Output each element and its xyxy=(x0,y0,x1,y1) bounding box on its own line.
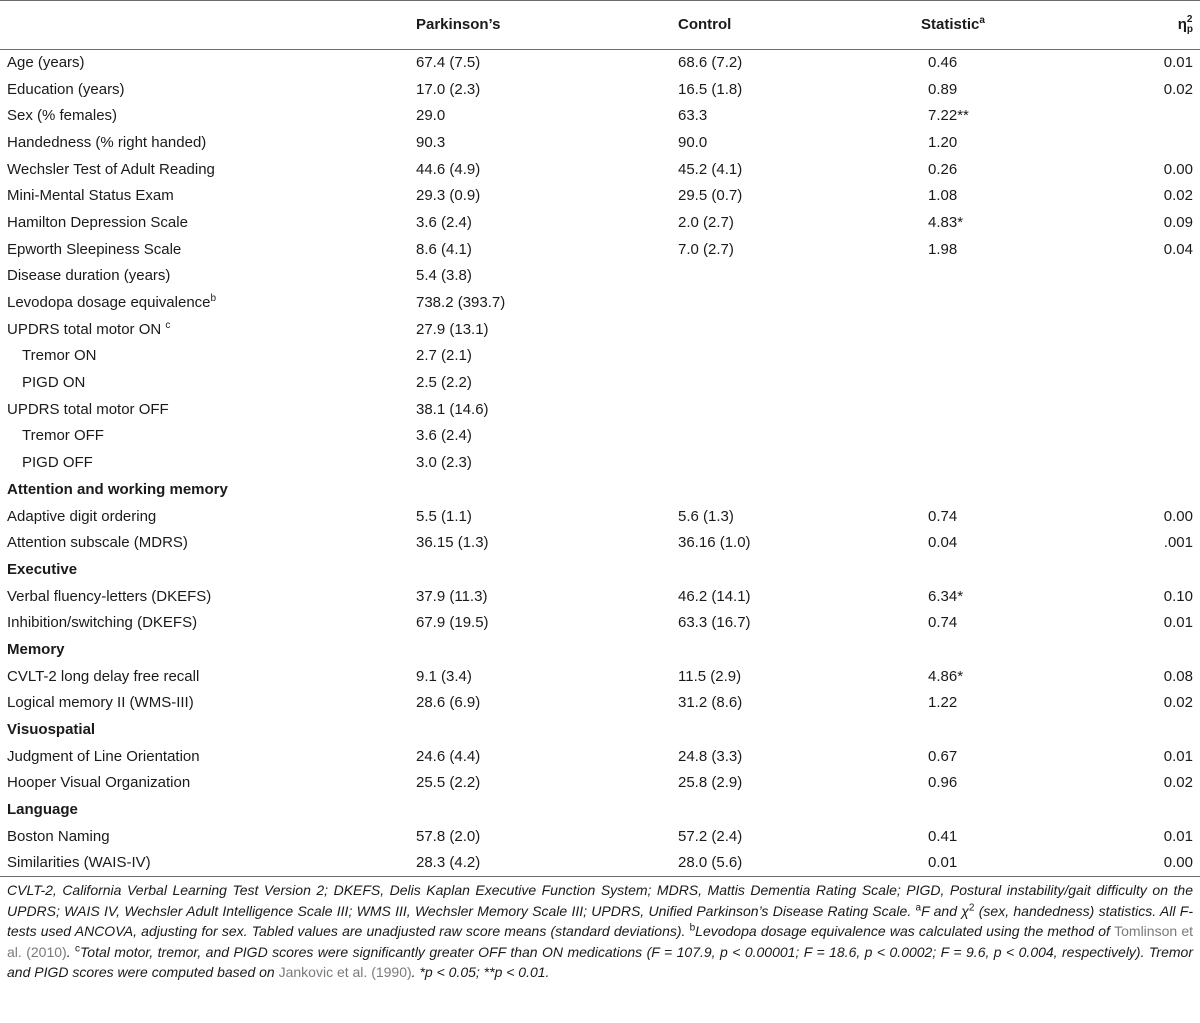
control-cell: 63.3 xyxy=(678,107,708,125)
statistic-cell xyxy=(901,396,1131,423)
row-label-text: CVLT-2 long delay free recall xyxy=(7,667,200,685)
table-row xyxy=(0,743,1200,770)
statistic-cell: 1.08 xyxy=(928,187,958,205)
footnote-sup-c: c xyxy=(75,943,81,955)
parkinsons-cell: 2.7 (2.1) xyxy=(416,347,472,365)
parkinsons-cell: 67.4 (7.5) xyxy=(416,54,481,72)
table-row xyxy=(0,210,1200,237)
table-row xyxy=(0,236,1200,263)
eta-cell: 0.01 xyxy=(1163,827,1193,845)
row-label-text: Epworth Sleepiness Scale xyxy=(7,240,182,258)
row-label xyxy=(0,530,396,557)
row-label xyxy=(0,663,396,690)
parkinsons-cell: 8.6 (4.1) xyxy=(416,240,472,258)
parkinsons-cell: 2.5 (2.2) xyxy=(416,374,472,392)
table-row xyxy=(0,610,1200,637)
control-cell: 11.5 (2.9) xyxy=(678,667,742,685)
table-row xyxy=(0,770,1200,797)
eta-cell: 0.02 xyxy=(1163,774,1193,792)
row-label xyxy=(0,823,396,850)
control-cell xyxy=(658,343,901,370)
table-row xyxy=(0,823,1200,850)
section-header-row xyxy=(0,557,1200,584)
eta-cell xyxy=(1131,370,1200,397)
row-label-text: Logical memory II (WMS-III) xyxy=(7,694,194,712)
row-label xyxy=(0,396,396,423)
footnote-sup-b: b xyxy=(689,922,696,934)
eta-cell: 0.10 xyxy=(1163,587,1193,605)
row-label xyxy=(0,236,396,263)
statistic-cell: 6.34* xyxy=(928,587,964,605)
eta-cell: 0.09 xyxy=(1163,213,1193,231)
table-row xyxy=(0,290,1200,317)
control-cell: 29.5 (0.7) xyxy=(678,187,743,205)
row-label-text: Tremor OFF xyxy=(22,427,104,445)
control-cell: 46.2 (14.1) xyxy=(678,587,751,605)
parkinsons-cell: 738.2 (393.7) xyxy=(416,294,506,312)
parkinsons-cell: 37.9 (11.3) xyxy=(416,587,488,605)
section-label: Language xyxy=(7,801,78,819)
footnote-text-4: Levodopa dosage equivalence was calculated using the method of xyxy=(695,923,1115,940)
statistic-cell: 7.22** xyxy=(928,107,969,125)
statistic-cell: 4.86* xyxy=(928,667,964,685)
row-label xyxy=(0,450,396,477)
control-cell xyxy=(658,423,901,450)
eta-cell xyxy=(1131,263,1200,290)
statistic-cell: 1.22 xyxy=(928,694,958,712)
row-label xyxy=(0,183,396,210)
row-label-text: Mini-Mental Status Exam xyxy=(7,187,174,205)
parkinsons-cell: 67.9 (19.5) xyxy=(416,614,489,632)
table-row xyxy=(0,503,1200,530)
table-row xyxy=(0,156,1200,183)
parkinsons-cell: 36.15 (1.3) xyxy=(416,534,489,552)
table-row xyxy=(0,530,1200,557)
section-header-row xyxy=(0,717,1200,744)
eta-cell: 0.02 xyxy=(1163,187,1193,205)
eta-cell: 0.00 xyxy=(1163,507,1193,525)
section-label: Executive xyxy=(7,560,78,578)
row-label-text: Similarities (WAIS-IV) xyxy=(7,854,151,872)
header-eta-sup: 2 xyxy=(1186,14,1193,25)
statistic-cell: 0.67 xyxy=(928,747,958,765)
footnote-text-3: (sex, handedness) statistics. All F-tests used ANCOVA, adjusting for sex. Tabled values are unadjusted raw score means (standard deviations). xyxy=(7,902,1193,940)
row-label xyxy=(0,130,396,157)
row-label-footnote-mark: b xyxy=(210,293,217,305)
parkinsons-cell: 38.1 (14.6) xyxy=(416,400,489,418)
statistic-cell: 0.26 xyxy=(928,160,958,178)
table-row xyxy=(0,263,1200,290)
row-label-text: UPDRS total motor ON xyxy=(7,320,166,338)
row-label xyxy=(0,290,396,317)
row-label-text: UPDRS total motor OFF xyxy=(7,400,169,418)
table-row xyxy=(0,663,1200,690)
statistic-cell xyxy=(901,423,1131,450)
control-cell: 68.6 (7.2) xyxy=(678,54,743,72)
row-label xyxy=(0,210,396,237)
footnote-text-1: CVLT-2, California Verbal Learning Test Version 2; DKEFS, Delis Kaplan Executive Function System; MDRS, Mattis Dementia Rating Scale; PIGD, Postural instability/gait difficulty on the UPDRS; WAIS IV, Wechsler Adult Intelligence Scale III; WMS III, Wechsler Memory Scale III; UPDRS, Unified Parkinson’s Disease Rating Scale. xyxy=(7,882,1193,919)
table-row xyxy=(0,130,1200,157)
table-row xyxy=(0,50,1200,77)
parkinsons-cell: 29.0 xyxy=(416,107,446,125)
footnote-text-2: F and χ xyxy=(921,902,969,919)
statistic-cell: 0.01 xyxy=(901,850,1131,877)
header-control: Control xyxy=(658,1,901,50)
statistic-cell: 0.96 xyxy=(928,774,958,792)
parkinsons-cell: 5.4 (3.8) xyxy=(416,267,472,285)
statistic-cell: 0.46 xyxy=(928,54,958,72)
control-cell: 45.2 (4.1) xyxy=(678,160,743,178)
row-label-text: Hamilton Depression Scale xyxy=(7,213,188,231)
parkinsons-cell: 17.0 (2.3) xyxy=(416,80,481,98)
parkinsons-cell: 5.5 (1.1) xyxy=(416,507,472,525)
parkinsons-cell: 27.9 (13.1) xyxy=(416,320,489,338)
eta-cell xyxy=(1131,396,1200,423)
row-label xyxy=(0,50,396,77)
footnote-text-6: Total motor, tremor, and PIGD scores were significantly greater OFF than ON medications (F = 107.9, p < 0.00001; F = 18.6, p < 0.0002; F = 9.6, p < 0.004, respectively). Tremor and PIGD scores were computed based on xyxy=(7,943,1193,981)
reference-link-jankovic[interactable]: Jankovic et al. (1990) xyxy=(278,964,412,981)
row-label-text: Sex (% females) xyxy=(7,107,118,125)
row-label-text: Inhibition/switching (DKEFS) xyxy=(7,614,198,632)
table-row xyxy=(0,183,1200,210)
control-cell: 25.8 (2.9) xyxy=(678,774,743,792)
eta-cell: 0.02 xyxy=(1163,80,1193,98)
eta-cell xyxy=(1131,450,1200,477)
parkinsons-cell: 28.3 (4.2) xyxy=(396,850,658,877)
control-cell: 28.0 (5.6) xyxy=(658,850,901,877)
control-cell: 31.2 (8.6) xyxy=(678,694,743,712)
row-label-text: Levodopa dosage equivalence xyxy=(7,294,211,312)
row-label xyxy=(0,503,396,530)
eta-cell: 0.00 xyxy=(1163,160,1193,178)
parkinsons-cell: 3.0 (2.3) xyxy=(416,454,472,472)
control-cell: 16.5 (1.8) xyxy=(678,80,743,98)
statistic-cell: 4.83* xyxy=(928,213,964,231)
row-label-text: Age (years) xyxy=(7,54,85,72)
header-statistic-label: Statistic xyxy=(921,16,980,33)
row-label xyxy=(0,263,396,290)
row-label xyxy=(0,76,396,103)
parkinsons-cell: 90.3 xyxy=(416,133,446,151)
eta-cell: 0.01 xyxy=(1163,54,1193,72)
parkinsons-cell: 57.8 (2.0) xyxy=(416,827,481,845)
row-label xyxy=(0,583,396,610)
eta-cell: 0.02 xyxy=(1163,694,1193,712)
row-label xyxy=(0,370,396,397)
table-body xyxy=(0,50,1200,877)
statistic-cell: 1.98 xyxy=(928,240,958,258)
parkinsons-cell: 28.6 (6.9) xyxy=(416,694,481,712)
control-cell: 7.0 (2.7) xyxy=(678,240,734,258)
eta-cell xyxy=(1131,316,1200,343)
control-cell xyxy=(658,396,901,423)
section-label: Attention and working memory xyxy=(7,480,228,498)
parkinsons-cell: 9.1 (3.4) xyxy=(416,667,472,685)
control-cell xyxy=(658,370,901,397)
table-row xyxy=(0,690,1200,717)
eta-cell: .001 xyxy=(1163,534,1193,552)
table-row xyxy=(0,316,1200,343)
table-row xyxy=(0,423,1200,450)
row-label-text: Disease duration (years) xyxy=(7,267,171,285)
control-cell: 63.3 (16.7) xyxy=(678,614,751,632)
row-label-text: Handedness (% right handed) xyxy=(7,133,207,151)
header-row xyxy=(0,1,1200,50)
row-label xyxy=(0,610,396,637)
table-row xyxy=(0,850,1200,877)
statistic-cell: 0.74 xyxy=(928,507,958,525)
footnote-sup-a: a xyxy=(915,901,922,913)
row-label-text: Adaptive digit ordering xyxy=(7,507,157,525)
row-label-text: PIGD ON xyxy=(22,374,86,392)
reference-link-tomlinson[interactable]: Tomlinson et al. (2010) xyxy=(7,923,1194,960)
statistic-cell xyxy=(901,290,1131,317)
table-row xyxy=(0,450,1200,477)
eta-cell: 0.01 xyxy=(1163,614,1193,632)
row-label xyxy=(0,316,396,343)
statistic-cell xyxy=(901,370,1131,397)
eta-cell: 0.01 xyxy=(1163,747,1193,765)
row-label xyxy=(0,423,396,450)
parkinsons-cell: 24.6 (4.4) xyxy=(416,747,481,765)
section-header-row xyxy=(0,797,1200,824)
row-label xyxy=(0,690,396,717)
control-cell: 2.0 (2.7) xyxy=(678,213,734,231)
parkinsons-cell: 29.3 (0.9) xyxy=(416,187,481,205)
header-statistic xyxy=(901,1,1131,50)
control-cell: 24.8 (3.3) xyxy=(678,747,743,765)
row-label-text: Boston Naming xyxy=(7,827,110,845)
eta-cell xyxy=(1131,343,1200,370)
footnote-text-5: . xyxy=(66,943,76,960)
header-eta-sub: p xyxy=(1186,24,1193,35)
table-row xyxy=(0,583,1200,610)
header-empty xyxy=(0,1,396,50)
statistic-cell xyxy=(901,343,1131,370)
eta-cell xyxy=(1131,423,1200,450)
table-row xyxy=(0,396,1200,423)
eta-cell xyxy=(1131,130,1200,157)
row-label-text: Hooper Visual Organization xyxy=(7,774,191,792)
eta-cell: 0.00 xyxy=(1131,850,1200,877)
control-cell xyxy=(658,316,901,343)
footnote-sup-2: 2 xyxy=(968,901,975,913)
section-header-row xyxy=(0,637,1200,664)
statistic-cell: 0.89 xyxy=(928,80,958,98)
parkinsons-cell: 3.6 (2.4) xyxy=(416,213,472,231)
eta-cell xyxy=(1131,290,1200,317)
statistic-cell: 0.41 xyxy=(928,827,958,845)
row-label-footnote-mark: c xyxy=(165,319,171,331)
control-cell xyxy=(658,290,901,317)
row-label-text: Wechsler Test of Adult Reading xyxy=(7,160,215,178)
statistic-cell xyxy=(901,450,1131,477)
table-row xyxy=(0,103,1200,130)
parkinsons-cell: 3.6 (2.4) xyxy=(416,427,472,445)
row-label-text: Education (years) xyxy=(7,80,125,98)
control-cell xyxy=(658,450,901,477)
row-label-text: Attention subscale (MDRS) xyxy=(7,534,188,552)
eta-cell: 0.08 xyxy=(1163,667,1193,685)
header-statistic-sup: a xyxy=(979,15,985,26)
parkinsons-cell: 25.5 (2.2) xyxy=(416,774,481,792)
control-cell xyxy=(658,263,901,290)
section-header-row xyxy=(0,477,1200,504)
row-label xyxy=(0,343,396,370)
header-eta-squared xyxy=(1131,1,1200,50)
row-label xyxy=(0,743,396,770)
row-label xyxy=(0,156,396,183)
row-label xyxy=(0,103,396,130)
table-row xyxy=(0,370,1200,397)
row-label xyxy=(0,770,396,797)
table-row xyxy=(0,343,1200,370)
row-label-text: Tremor ON xyxy=(22,347,97,365)
header-parkinsons: Parkinson’s xyxy=(396,1,658,50)
header-eta-base: η xyxy=(1177,15,1187,33)
table-row xyxy=(0,76,1200,103)
statistic-cell xyxy=(901,316,1131,343)
parkinsons-cell: 44.6 (4.9) xyxy=(416,160,481,178)
footnote-text-7: . *p < 0.05; **p < 0.01. xyxy=(411,964,550,981)
statistic-cell xyxy=(901,263,1131,290)
row-label xyxy=(0,850,396,877)
eta-cell: 0.04 xyxy=(1163,240,1193,258)
table-footnote xyxy=(7,880,1193,983)
statistic-cell: 0.04 xyxy=(928,534,958,552)
statistic-cell: 1.20 xyxy=(928,133,958,151)
section-label: Visuospatial xyxy=(7,721,96,739)
control-cell: 90.0 xyxy=(678,133,708,151)
control-cell: 57.2 (2.4) xyxy=(678,827,743,845)
row-label-text: PIGD OFF xyxy=(22,454,93,472)
statistic-cell: 0.74 xyxy=(928,614,958,632)
row-label-text: Judgment of Line Orientation xyxy=(7,747,200,765)
row-label-text: Verbal fluency-letters (DKEFS) xyxy=(7,587,212,605)
section-label: Memory xyxy=(7,640,65,658)
eta-cell xyxy=(1131,103,1200,130)
control-cell: 36.16 (1.0) xyxy=(678,534,751,552)
control-cell: 5.6 (1.3) xyxy=(678,507,734,525)
